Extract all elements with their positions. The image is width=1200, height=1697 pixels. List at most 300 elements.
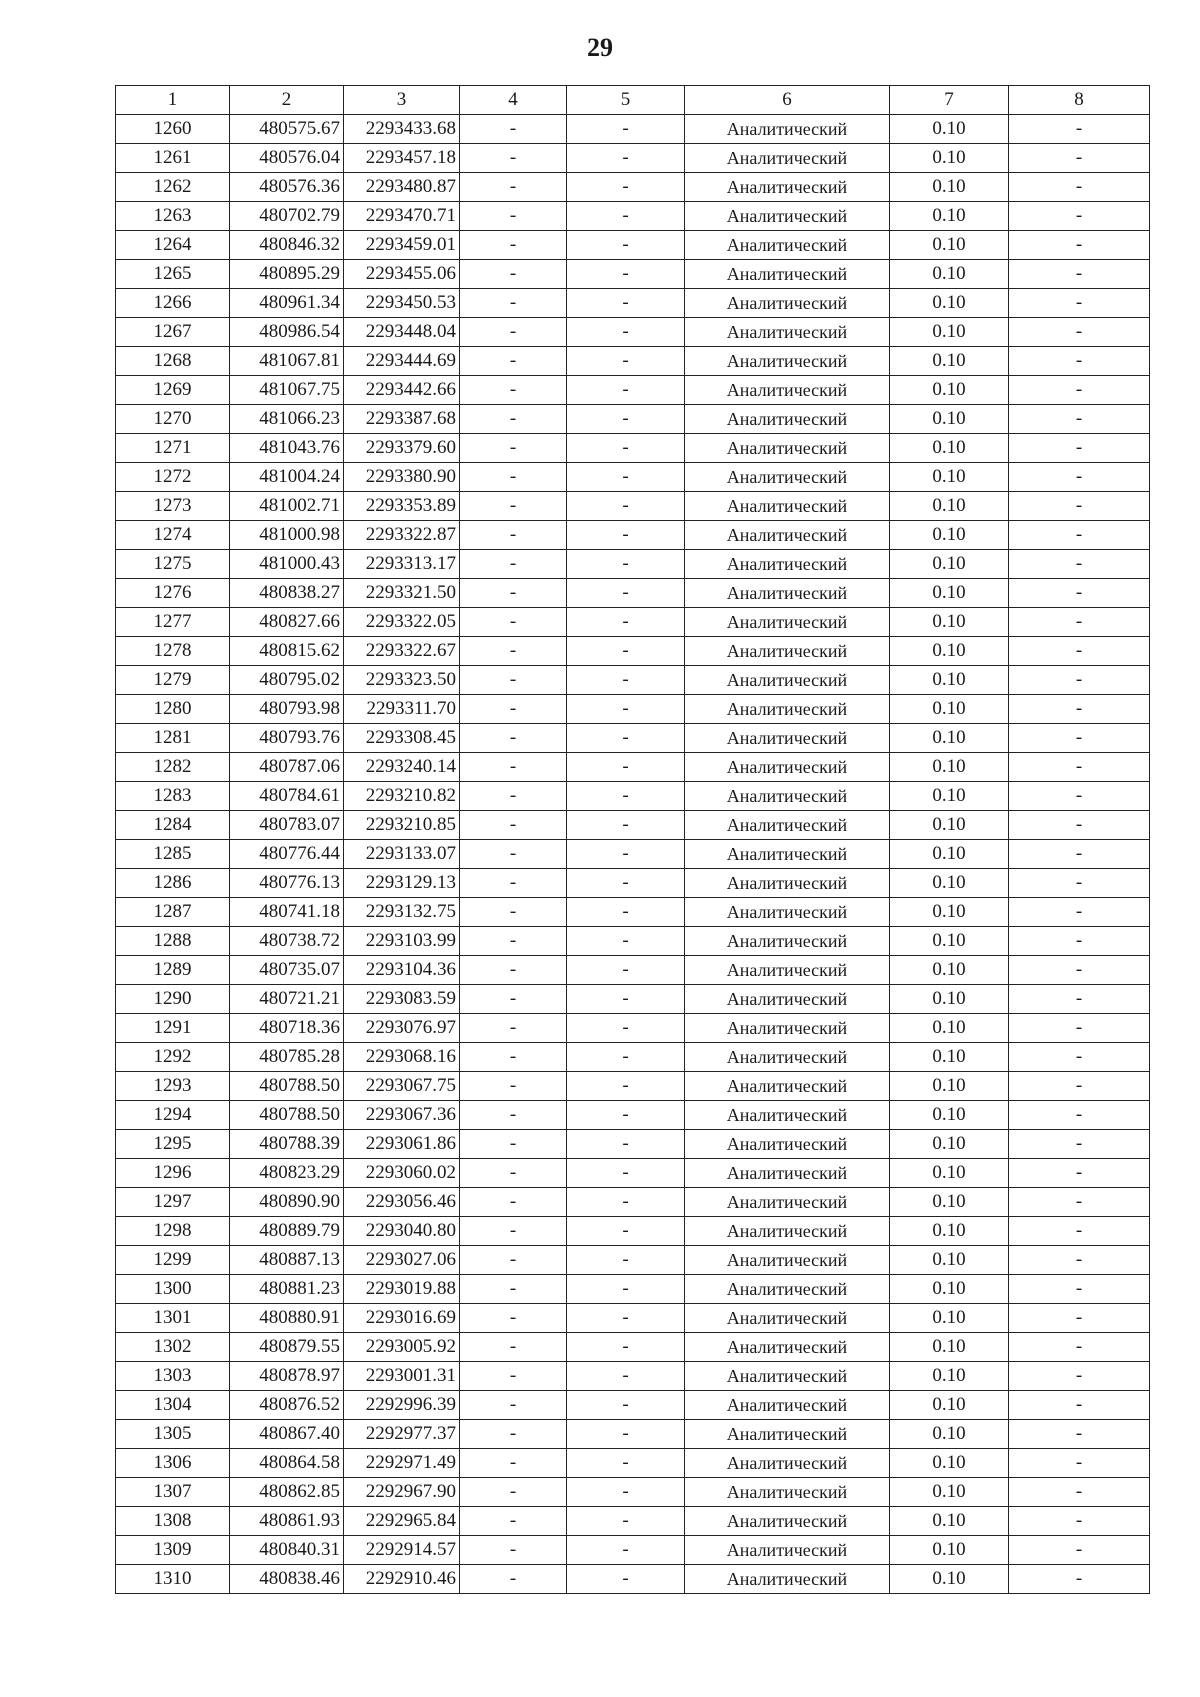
point-number-cell: 1296 (116, 1159, 230, 1188)
column-4-cell: - (460, 550, 567, 579)
table-row (116, 1246, 1150, 1275)
y-coordinate-cell: 2293129.13 (344, 869, 460, 898)
point-number-cell: 1265 (116, 260, 230, 289)
table-row (116, 608, 1150, 637)
method-cell: Аналитический (685, 811, 890, 840)
point-number-cell: 1290 (116, 985, 230, 1014)
x-coordinate-cell: 480823.29 (230, 1159, 344, 1188)
column-5-cell: - (567, 434, 685, 463)
table-row (116, 1159, 1150, 1188)
method-cell: Аналитический (685, 144, 890, 173)
y-coordinate-cell: 2293067.75 (344, 1072, 460, 1101)
x-coordinate-cell: 480840.31 (230, 1536, 344, 1565)
column-4-cell: - (460, 1449, 567, 1478)
column-5-cell: - (567, 869, 685, 898)
x-coordinate-cell: 480776.13 (230, 869, 344, 898)
column-5-cell: - (567, 202, 685, 231)
x-coordinate-cell: 480575.67 (230, 115, 344, 144)
column-5-cell: - (567, 318, 685, 347)
y-coordinate-cell: 2293083.59 (344, 985, 460, 1014)
column-4-cell: - (460, 1333, 567, 1362)
table-row (116, 1478, 1150, 1507)
y-coordinate-cell: 2293450.53 (344, 289, 460, 318)
table-row (116, 637, 1150, 666)
column-4-cell: - (460, 1130, 567, 1159)
column-8-cell: - (1009, 956, 1150, 985)
x-coordinate-cell: 480788.50 (230, 1101, 344, 1130)
accuracy-cell: 0.10 (890, 115, 1009, 144)
y-coordinate-cell: 2293001.31 (344, 1362, 460, 1391)
point-number-cell: 1291 (116, 1014, 230, 1043)
column-4-cell: - (460, 1420, 567, 1449)
table-header-row (116, 86, 1150, 115)
column-4-cell: - (460, 318, 567, 347)
column-5-cell: - (567, 1130, 685, 1159)
y-coordinate-cell: 2292967.90 (344, 1478, 460, 1507)
column-8-cell: - (1009, 231, 1150, 260)
x-coordinate-cell: 480784.61 (230, 782, 344, 811)
column-8-cell: - (1009, 1449, 1150, 1478)
column-8-cell: - (1009, 550, 1150, 579)
table-row (116, 289, 1150, 318)
accuracy-cell: 0.10 (890, 231, 1009, 260)
y-coordinate-cell: 2293379.60 (344, 434, 460, 463)
point-number-cell: 1272 (116, 463, 230, 492)
x-coordinate-cell: 480793.76 (230, 724, 344, 753)
accuracy-cell: 0.10 (890, 1043, 1009, 1072)
table-row (116, 260, 1150, 289)
column-5-cell: - (567, 1246, 685, 1275)
method-cell: Аналитический (685, 1478, 890, 1507)
method-cell: Аналитический (685, 347, 890, 376)
column-8-cell: - (1009, 289, 1150, 318)
column-8-cell: - (1009, 1420, 1150, 1449)
method-cell: Аналитический (685, 898, 890, 927)
accuracy-cell: 0.10 (890, 956, 1009, 985)
table-row (116, 1333, 1150, 1362)
accuracy-cell: 0.10 (890, 434, 1009, 463)
column-4-cell: - (460, 579, 567, 608)
y-coordinate-cell: 2293448.04 (344, 318, 460, 347)
column-header: 6 (685, 86, 890, 115)
method-cell: Аналитический (685, 1565, 890, 1594)
column-8-cell: - (1009, 840, 1150, 869)
point-number-cell: 1261 (116, 144, 230, 173)
column-5-cell: - (567, 1188, 685, 1217)
column-8-cell: - (1009, 434, 1150, 463)
column-5-cell: - (567, 376, 685, 405)
column-5-cell: - (567, 405, 685, 434)
column-5-cell: - (567, 1420, 685, 1449)
column-8-cell: - (1009, 376, 1150, 405)
column-4-cell: - (460, 376, 567, 405)
x-coordinate-cell: 480721.21 (230, 985, 344, 1014)
column-5-cell: - (567, 173, 685, 202)
point-number-cell: 1306 (116, 1449, 230, 1478)
column-8-cell: - (1009, 492, 1150, 521)
x-coordinate-cell: 480735.07 (230, 956, 344, 985)
column-4-cell: - (460, 1478, 567, 1507)
x-coordinate-cell: 480881.23 (230, 1275, 344, 1304)
column-8-cell: - (1009, 724, 1150, 753)
point-number-cell: 1301 (116, 1304, 230, 1333)
column-4-cell: - (460, 1565, 567, 1594)
point-number-cell: 1303 (116, 1362, 230, 1391)
column-4-cell: - (460, 405, 567, 434)
method-cell: Аналитический (685, 550, 890, 579)
accuracy-cell: 0.10 (890, 869, 1009, 898)
column-5-cell: - (567, 463, 685, 492)
accuracy-cell: 0.10 (890, 202, 1009, 231)
column-5-cell: - (567, 811, 685, 840)
x-coordinate-cell: 480576.04 (230, 144, 344, 173)
method-cell: Аналитический (685, 956, 890, 985)
method-cell: Аналитический (685, 1217, 890, 1246)
column-5-cell: - (567, 637, 685, 666)
accuracy-cell: 0.10 (890, 550, 1009, 579)
x-coordinate-cell: 480776.44 (230, 840, 344, 869)
column-5-cell: - (567, 985, 685, 1014)
point-number-cell: 1260 (116, 115, 230, 144)
table-row (116, 347, 1150, 376)
x-coordinate-cell: 481000.98 (230, 521, 344, 550)
method-cell: Аналитический (685, 434, 890, 463)
point-number-cell: 1310 (116, 1565, 230, 1594)
point-number-cell: 1285 (116, 840, 230, 869)
column-8-cell: - (1009, 898, 1150, 927)
point-number-cell: 1280 (116, 695, 230, 724)
table-row (116, 1420, 1150, 1449)
point-number-cell: 1277 (116, 608, 230, 637)
column-4-cell: - (460, 985, 567, 1014)
accuracy-cell: 0.10 (890, 463, 1009, 492)
table-row (116, 666, 1150, 695)
method-cell: Аналитический (685, 985, 890, 1014)
point-number-cell: 1288 (116, 927, 230, 956)
method-cell: Аналитический (685, 521, 890, 550)
column-5-cell: - (567, 1159, 685, 1188)
table-row (116, 1043, 1150, 1072)
table-row (116, 985, 1150, 1014)
column-8-cell: - (1009, 811, 1150, 840)
point-number-cell: 1279 (116, 666, 230, 695)
column-4-cell: - (460, 811, 567, 840)
x-coordinate-cell: 480787.06 (230, 753, 344, 782)
column-8-cell: - (1009, 1304, 1150, 1333)
y-coordinate-cell: 2293068.16 (344, 1043, 460, 1072)
column-4-cell: - (460, 1362, 567, 1391)
column-header: 2 (230, 86, 344, 115)
point-number-cell: 1286 (116, 869, 230, 898)
accuracy-cell: 0.10 (890, 1246, 1009, 1275)
column-header: 7 (890, 86, 1009, 115)
column-4-cell: - (460, 869, 567, 898)
accuracy-cell: 0.10 (890, 811, 1009, 840)
table-row (116, 521, 1150, 550)
accuracy-cell: 0.10 (890, 521, 1009, 550)
point-number-cell: 1273 (116, 492, 230, 521)
method-cell: Аналитический (685, 318, 890, 347)
point-number-cell: 1262 (116, 173, 230, 202)
accuracy-cell: 0.10 (890, 1565, 1009, 1594)
accuracy-cell: 0.10 (890, 695, 1009, 724)
point-number-cell: 1283 (116, 782, 230, 811)
y-coordinate-cell: 2293076.97 (344, 1014, 460, 1043)
accuracy-cell: 0.10 (890, 985, 1009, 1014)
column-8-cell: - (1009, 1333, 1150, 1362)
point-number-cell: 1282 (116, 753, 230, 782)
y-coordinate-cell: 2293322.05 (344, 608, 460, 637)
method-cell: Аналитический (685, 1536, 890, 1565)
column-4-cell: - (460, 347, 567, 376)
accuracy-cell: 0.10 (890, 289, 1009, 318)
method-cell: Аналитический (685, 579, 890, 608)
accuracy-cell: 0.10 (890, 1130, 1009, 1159)
y-coordinate-cell: 2293470.71 (344, 202, 460, 231)
method-cell: Аналитический (685, 1391, 890, 1420)
column-8-cell: - (1009, 695, 1150, 724)
method-cell: Аналитический (685, 202, 890, 231)
method-cell: Аналитический (685, 1420, 890, 1449)
table-row (116, 927, 1150, 956)
column-4-cell: - (460, 782, 567, 811)
x-coordinate-cell: 481000.43 (230, 550, 344, 579)
table-row (116, 173, 1150, 202)
y-coordinate-cell: 2293387.68 (344, 405, 460, 434)
column-4-cell: - (460, 1159, 567, 1188)
x-coordinate-cell: 480795.02 (230, 666, 344, 695)
table-row (116, 869, 1150, 898)
y-coordinate-cell: 2293311.70 (344, 695, 460, 724)
x-coordinate-cell: 480741.18 (230, 898, 344, 927)
method-cell: Аналитический (685, 695, 890, 724)
x-coordinate-cell: 480702.79 (230, 202, 344, 231)
column-4-cell: - (460, 695, 567, 724)
point-number-cell: 1293 (116, 1072, 230, 1101)
y-coordinate-cell: 2293323.50 (344, 666, 460, 695)
accuracy-cell: 0.10 (890, 492, 1009, 521)
column-8-cell: - (1009, 782, 1150, 811)
table-row (116, 1362, 1150, 1391)
column-5-cell: - (567, 1507, 685, 1536)
accuracy-cell: 0.10 (890, 898, 1009, 927)
table-row (116, 1304, 1150, 1333)
column-8-cell: - (1009, 1275, 1150, 1304)
column-5-cell: - (567, 1362, 685, 1391)
column-4-cell: - (460, 1536, 567, 1565)
accuracy-cell: 0.10 (890, 1362, 1009, 1391)
y-coordinate-cell: 2293321.50 (344, 579, 460, 608)
x-coordinate-cell: 481002.71 (230, 492, 344, 521)
column-8-cell: - (1009, 869, 1150, 898)
method-cell: Аналитический (685, 1304, 890, 1333)
x-coordinate-cell: 480838.46 (230, 1565, 344, 1594)
column-4-cell: - (460, 927, 567, 956)
column-header: 3 (344, 86, 460, 115)
accuracy-cell: 0.10 (890, 1101, 1009, 1130)
column-5-cell: - (567, 347, 685, 376)
point-number-cell: 1267 (116, 318, 230, 347)
x-coordinate-cell: 480876.52 (230, 1391, 344, 1420)
table-row (116, 1391, 1150, 1420)
method-cell: Аналитический (685, 1101, 890, 1130)
table-row (116, 1449, 1150, 1478)
accuracy-cell: 0.10 (890, 1188, 1009, 1217)
table-row (116, 492, 1150, 521)
method-cell: Аналитический (685, 1275, 890, 1304)
table-row (116, 1014, 1150, 1043)
column-4-cell: - (460, 115, 567, 144)
method-cell: Аналитический (685, 1333, 890, 1362)
x-coordinate-cell: 480890.90 (230, 1188, 344, 1217)
y-coordinate-cell: 2292910.46 (344, 1565, 460, 1594)
table-row (116, 811, 1150, 840)
x-coordinate-cell: 481067.81 (230, 347, 344, 376)
method-cell: Аналитический (685, 492, 890, 521)
column-5-cell: - (567, 1333, 685, 1362)
method-cell: Аналитический (685, 115, 890, 144)
y-coordinate-cell: 2293067.36 (344, 1101, 460, 1130)
table-row (116, 405, 1150, 434)
table-row (116, 1217, 1150, 1246)
y-coordinate-cell: 2292914.57 (344, 1536, 460, 1565)
x-coordinate-cell: 480961.34 (230, 289, 344, 318)
accuracy-cell: 0.10 (890, 666, 1009, 695)
method-cell: Аналитический (685, 782, 890, 811)
method-cell: Аналитический (685, 1362, 890, 1391)
column-4-cell: - (460, 898, 567, 927)
y-coordinate-cell: 2293322.87 (344, 521, 460, 550)
x-coordinate-cell: 480783.07 (230, 811, 344, 840)
column-5-cell: - (567, 666, 685, 695)
method-cell: Аналитический (685, 753, 890, 782)
y-coordinate-cell: 2293353.89 (344, 492, 460, 521)
column-5-cell: - (567, 1101, 685, 1130)
column-8-cell: - (1009, 173, 1150, 202)
column-4-cell: - (460, 289, 567, 318)
column-8-cell: - (1009, 1014, 1150, 1043)
column-8-cell: - (1009, 1072, 1150, 1101)
point-number-cell: 1302 (116, 1333, 230, 1362)
table-row (116, 376, 1150, 405)
column-4-cell: - (460, 521, 567, 550)
column-8-cell: - (1009, 985, 1150, 1014)
column-8-cell: - (1009, 1043, 1150, 1072)
column-4-cell: - (460, 1507, 567, 1536)
y-coordinate-cell: 2293457.18 (344, 144, 460, 173)
column-4-cell: - (460, 202, 567, 231)
method-cell: Аналитический (685, 289, 890, 318)
column-4-cell: - (460, 492, 567, 521)
column-8-cell: - (1009, 1159, 1150, 1188)
column-8-cell: - (1009, 115, 1150, 144)
point-number-cell: 1266 (116, 289, 230, 318)
x-coordinate-cell: 480880.91 (230, 1304, 344, 1333)
method-cell: Аналитический (685, 1014, 890, 1043)
point-number-cell: 1295 (116, 1130, 230, 1159)
y-coordinate-cell: 2293005.92 (344, 1333, 460, 1362)
column-4-cell: - (460, 144, 567, 173)
method-cell: Аналитический (685, 637, 890, 666)
y-coordinate-cell: 2293480.87 (344, 173, 460, 202)
point-number-cell: 1276 (116, 579, 230, 608)
table-row (116, 144, 1150, 173)
point-number-cell: 1287 (116, 898, 230, 927)
column-8-cell: - (1009, 1507, 1150, 1536)
column-5-cell: - (567, 144, 685, 173)
column-8-cell: - (1009, 1188, 1150, 1217)
y-coordinate-cell: 2293433.68 (344, 115, 460, 144)
accuracy-cell: 0.10 (890, 1333, 1009, 1362)
y-coordinate-cell: 2293133.07 (344, 840, 460, 869)
column-4-cell: - (460, 463, 567, 492)
x-coordinate-cell: 480862.85 (230, 1478, 344, 1507)
table-row (116, 550, 1150, 579)
accuracy-cell: 0.10 (890, 405, 1009, 434)
point-number-cell: 1307 (116, 1478, 230, 1507)
method-cell: Аналитический (685, 1043, 890, 1072)
y-coordinate-cell: 2293061.86 (344, 1130, 460, 1159)
y-coordinate-cell: 2293322.67 (344, 637, 460, 666)
column-8-cell: - (1009, 318, 1150, 347)
accuracy-cell: 0.10 (890, 608, 1009, 637)
x-coordinate-cell: 480889.79 (230, 1217, 344, 1246)
column-4-cell: - (460, 1217, 567, 1246)
accuracy-cell: 0.10 (890, 927, 1009, 956)
accuracy-cell: 0.10 (890, 318, 1009, 347)
column-8-cell: - (1009, 347, 1150, 376)
column-5-cell: - (567, 289, 685, 318)
column-5-cell: - (567, 492, 685, 521)
x-coordinate-cell: 480867.40 (230, 1420, 344, 1449)
point-number-cell: 1278 (116, 637, 230, 666)
column-8-cell: - (1009, 405, 1150, 434)
y-coordinate-cell: 2293103.99 (344, 927, 460, 956)
y-coordinate-cell: 2293442.66 (344, 376, 460, 405)
column-4-cell: - (460, 1072, 567, 1101)
column-5-cell: - (567, 1536, 685, 1565)
column-5-cell: - (567, 1304, 685, 1333)
column-5-cell: - (567, 927, 685, 956)
y-coordinate-cell: 2293308.45 (344, 724, 460, 753)
column-5-cell: - (567, 782, 685, 811)
method-cell: Аналитический (685, 1159, 890, 1188)
x-coordinate-cell: 480738.72 (230, 927, 344, 956)
column-4-cell: - (460, 434, 567, 463)
column-8-cell: - (1009, 260, 1150, 289)
y-coordinate-cell: 2293240.14 (344, 753, 460, 782)
x-coordinate-cell: 480887.13 (230, 1246, 344, 1275)
method-cell: Аналитический (685, 405, 890, 434)
method-cell: Аналитический (685, 666, 890, 695)
x-coordinate-cell: 480793.98 (230, 695, 344, 724)
column-4-cell: - (460, 1246, 567, 1275)
column-4-cell: - (460, 1275, 567, 1304)
accuracy-cell: 0.10 (890, 1217, 1009, 1246)
accuracy-cell: 0.10 (890, 1275, 1009, 1304)
method-cell: Аналитический (685, 608, 890, 637)
accuracy-cell: 0.10 (890, 1014, 1009, 1043)
x-coordinate-cell: 480576.36 (230, 173, 344, 202)
table-row (116, 115, 1150, 144)
column-8-cell: - (1009, 144, 1150, 173)
page-number: 29 (587, 33, 613, 62)
column-5-cell: - (567, 1565, 685, 1594)
column-5-cell: - (567, 1217, 685, 1246)
column-8-cell: - (1009, 1217, 1150, 1246)
method-cell: Аналитический (685, 231, 890, 260)
accuracy-cell: 0.10 (890, 1304, 1009, 1333)
